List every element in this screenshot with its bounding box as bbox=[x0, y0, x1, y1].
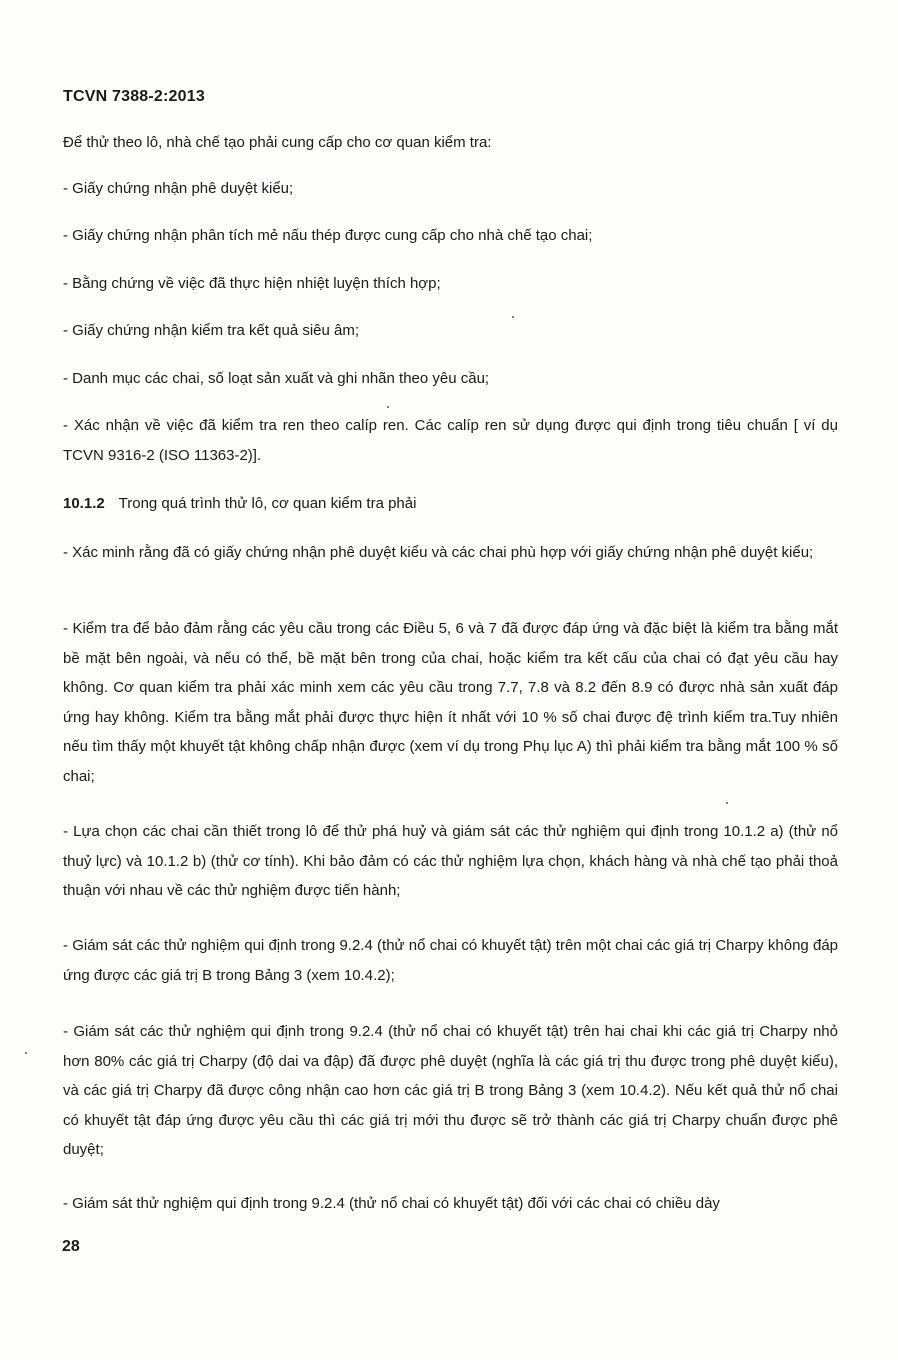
scan-speck bbox=[726, 802, 728, 804]
list-item-supervise-one-cylinder: - Giám sát các thử nghiệm qui định trong 9.2.4 (thử nổ chai có khuyết tật) trên một chai các giá trị Charpy không đáp ứng được các giá trị B trong Bảng 3 (xem 10.4.2); bbox=[63, 937, 838, 984]
scan-speck bbox=[25, 1052, 27, 1054]
scan-speck bbox=[387, 406, 389, 408]
list-item-inspection-requirements: - Kiểm tra để bảo đảm rằng các yêu cầu trong các Điều 5, 6 và 7 đã được đáp ứng và đặc biệt là kiểm tra bằng mắt bề mặt bên ngoài, và nếu có thể, bề mặt bên trong của chai, hoặc kiểm tra kết cấu của chai có đạt yêu cầu hay không. Cơ quan kiểm tra phải xác minh xem các yêu cầu trong 7.7, 7.8 và 8.2 đến 8.9 có được nhà sản xuất đáp ứng hay không. Kiểm tra bằng mắt phải được thực hiện ít nhất với 10 % số chai được đệ trình kiểm tra.Tuy nhiên nếu tìm thấy một khuyết tật không chấp nhận được (xem ví dụ trong Phụ lục A) thì phải kiểm tra bằng mắt 100 % số chai; bbox=[63, 620, 838, 785]
list-item-cylinder-list: - Danh mục các chai, số loạt sản xuất và ghi nhãn theo yêu cầu; bbox=[63, 370, 490, 387]
list-item-thread-gauge-confirmation: - Xác nhận về việc đã kiểm tra ren theo calíp ren. Các calíp ren sử dụng được qui định trong tiêu chuẩn [ ví dụ TCVN 9316-2 (ISO 11363-2)]. bbox=[63, 417, 838, 464]
section-10-1-2-heading bbox=[63, 489, 838, 519]
list-item-verify-approval: - Xác minh rằng đã có giấy chứng nhận phê duyệt kiểu và các chai phù hợp với giấy chứng nhận phê duyệt kiểu; bbox=[63, 544, 814, 561]
standard-header: TCVN 7388-2:2013 bbox=[63, 88, 205, 105]
page-number: 28 bbox=[62, 1238, 80, 1255]
list-item-heat-treatment-evidence: - Bằng chứng về việc đã thực hiện nhiệt luyện thích hợp; bbox=[63, 275, 441, 292]
list-item-supervise-two-cylinders: - Giám sát các thử nghiệm qui định trong 9.2.4 (thử nổ chai có khuyết tật) trên hai chai khi các giá trị Charpy nhỏ hơn 80% các giá trị Charpy (độ dai va đập) đã được phê duyệt (nghĩa là các giá trị thu được trong phê duyệt kiểu), và các giá trị Charpy đã được công nhận cao hơn các giá trị B trong Bảng 3 (xem 10.4.2). Nếu kết quả thử nổ chai có khuyết tật đáp ứng được yêu cầu thì các giá trị mới thu được sẽ trở thành các giá trị Charpy chuẩn được phê duyệt; bbox=[63, 1023, 838, 1158]
intro-paragraph: Để thử theo lô, nhà chế tạo phải cung cấp cho cơ quan kiểm tra: bbox=[63, 134, 492, 151]
section-number: 10.1.2 bbox=[63, 495, 105, 512]
section-text: Trong quá trình thử lô, cơ quan kiểm tra phải bbox=[118, 495, 417, 512]
list-item-type-approval-certificate: - Giấy chứng nhận phê duyệt kiểu; bbox=[63, 180, 294, 197]
list-item-ultrasonic-certificate: - Giấy chứng nhận kiểm tra kết quả siêu âm; bbox=[63, 322, 360, 339]
scan-speck bbox=[512, 316, 514, 318]
list-item-select-cylinders: - Lựa chọn các chai cần thiết trong lô để thử phá huỷ và giám sát các thử nghiệm qui định trong 10.1.2 a) (thử nổ thuỷ lực) và 10.1.2 b) (thử cơ tính). Khi bảo đảm có các thử nghiệm lựa chọn, khách hàng và nhà chế tạo phải thoả thuận với nhau về các thử nghiệm được tiến hành; bbox=[63, 823, 838, 899]
list-item-steel-cast-certificate: - Giấy chứng nhận phân tích mẻ nấu thép được cung cấp cho nhà chế tạo chai; bbox=[63, 227, 593, 244]
list-item-supervise-wall-thickness: - Giám sát thử nghiệm qui định trong 9.2.4 (thử nổ chai có khuyết tật) đối với các chai có chiều dày bbox=[63, 1195, 720, 1212]
